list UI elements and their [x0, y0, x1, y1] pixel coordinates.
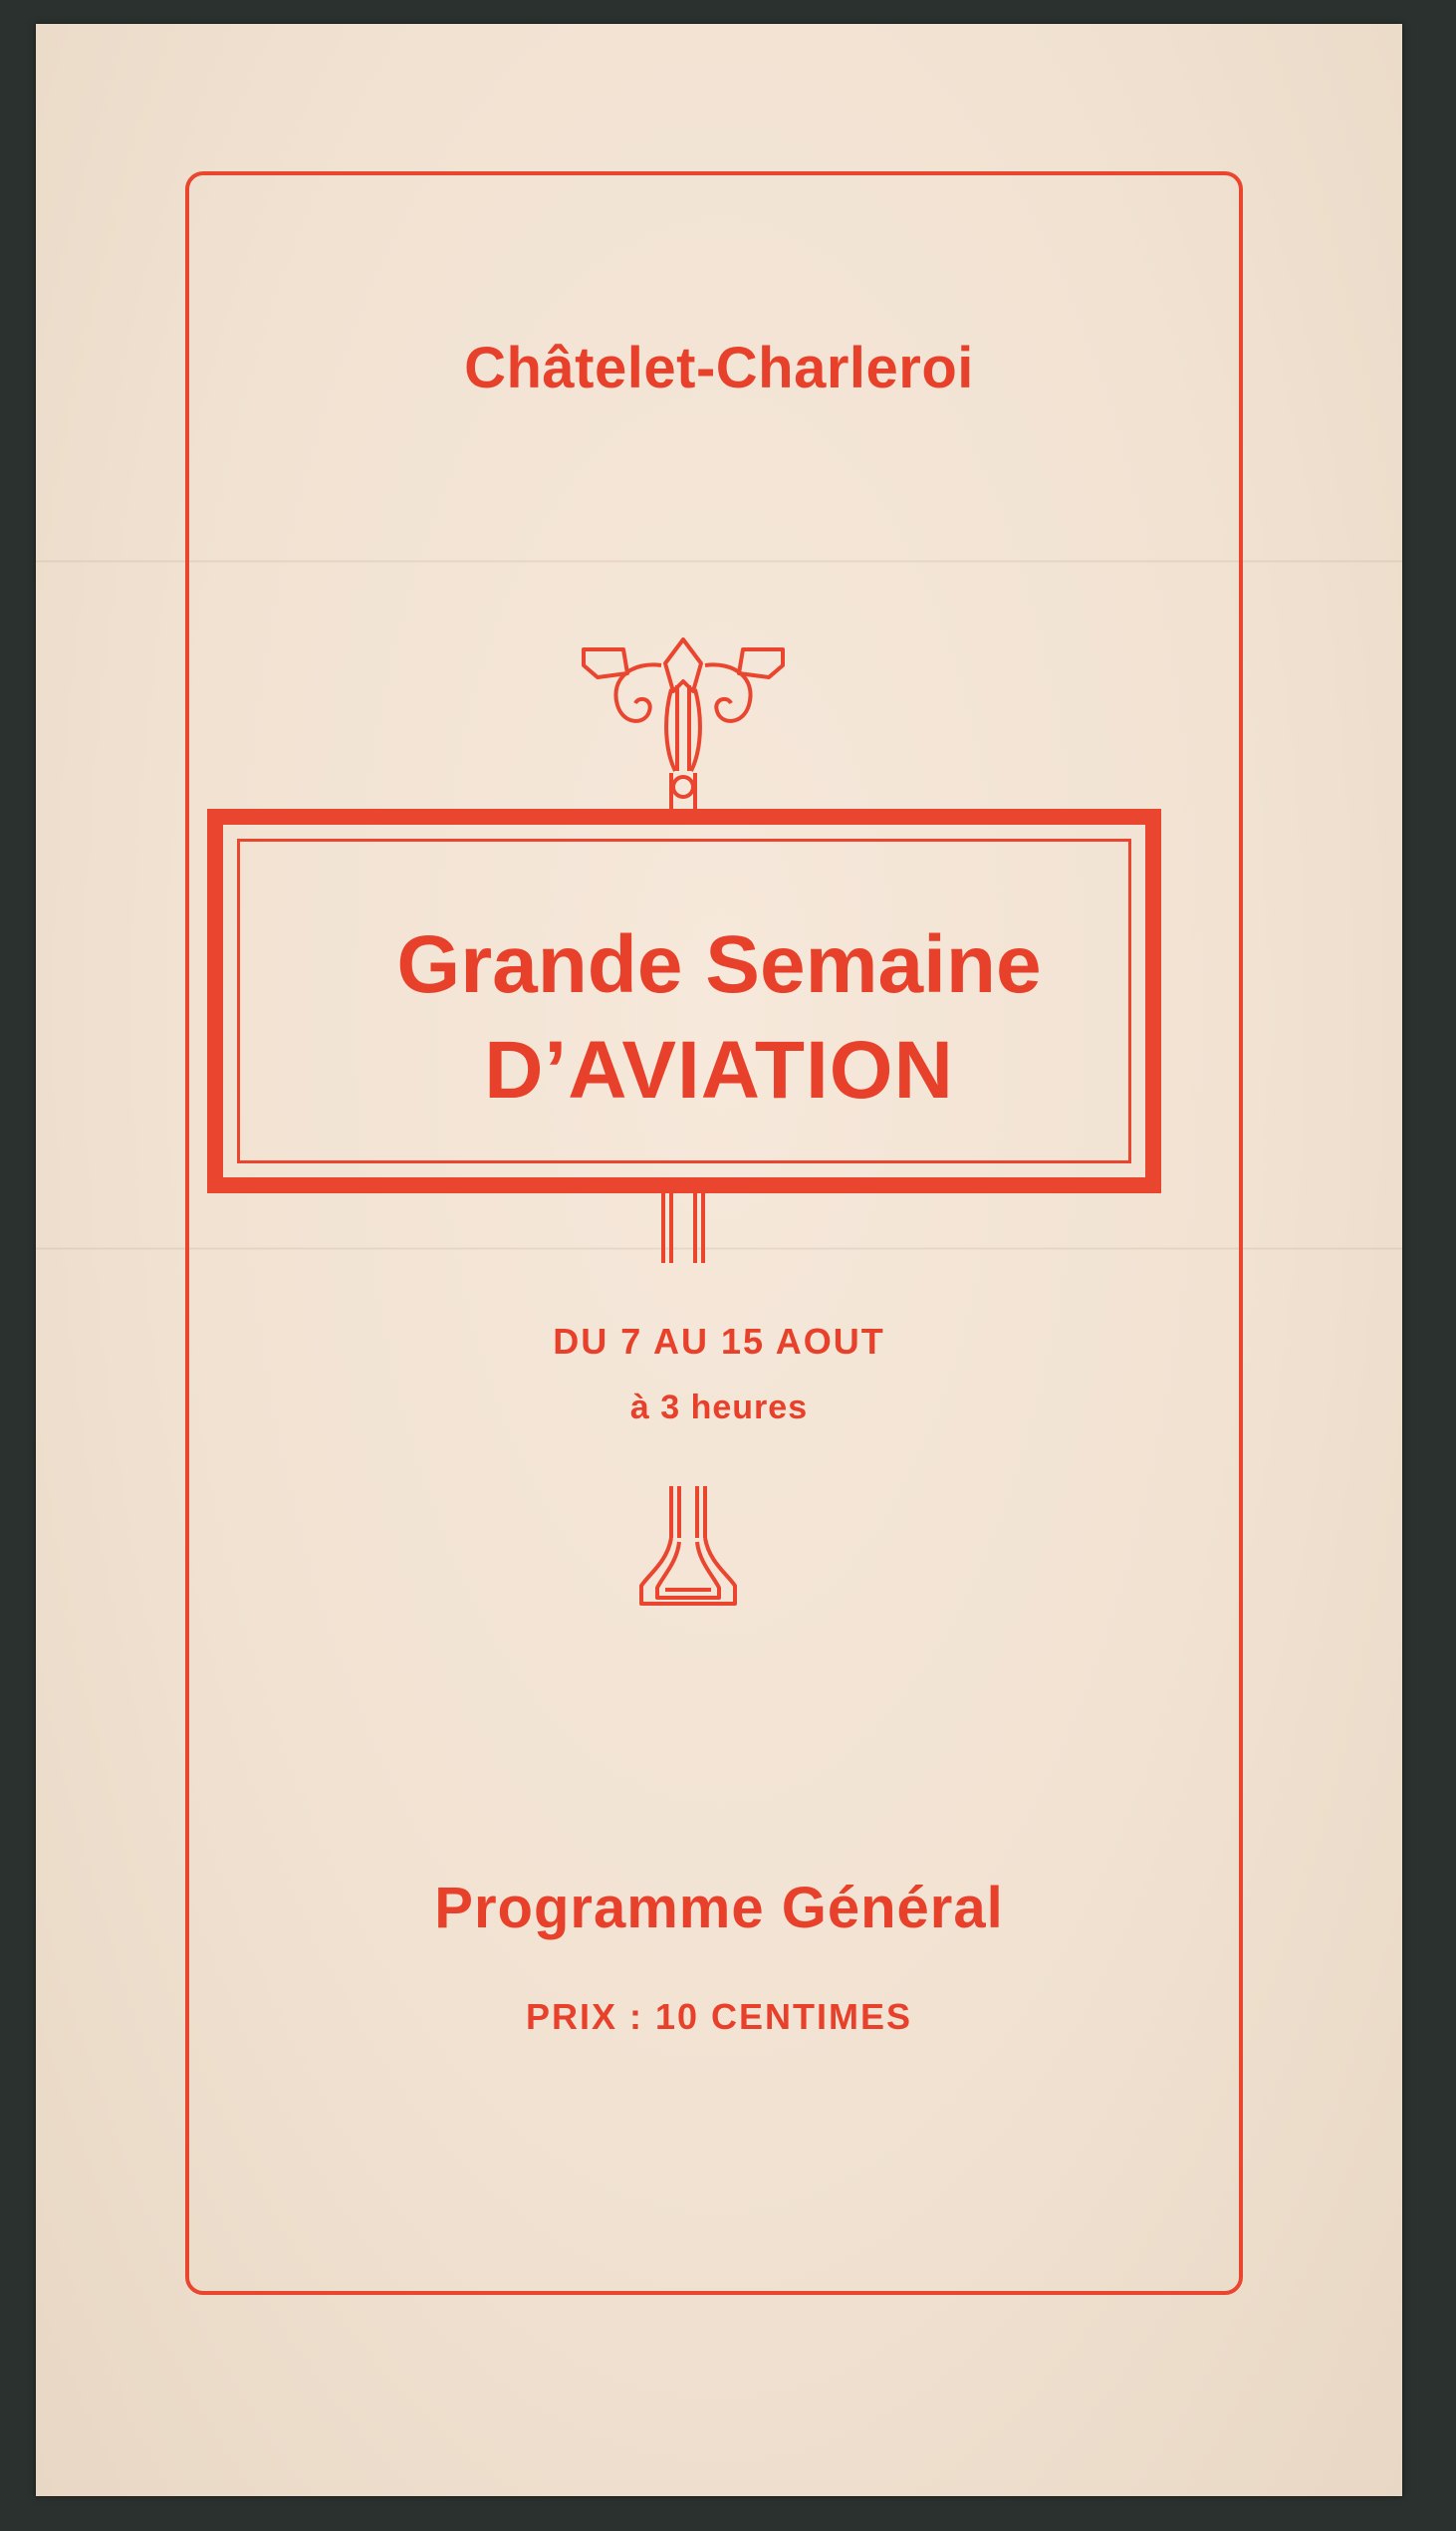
price-label: PRIX : 10 CENTIMES [525, 1996, 913, 2037]
place-heading: Châtelet-Charleroi [464, 336, 974, 400]
program-heading: Programme Général [434, 1876, 1004, 1940]
fleuron-ornament-icon [554, 622, 813, 821]
title-line-2: D’AVIATION [484, 1025, 954, 1116]
paper-sheet [36, 24, 1402, 2496]
column-base-ornament-icon [633, 1482, 743, 1612]
event-dates: DU 7 AU 15 AOUT [553, 1321, 885, 1362]
connector-bars-icon [643, 1193, 723, 1273]
title-line-1: Grande Semaine [396, 919, 1042, 1010]
event-time: à 3 heures [629, 1389, 809, 1426]
